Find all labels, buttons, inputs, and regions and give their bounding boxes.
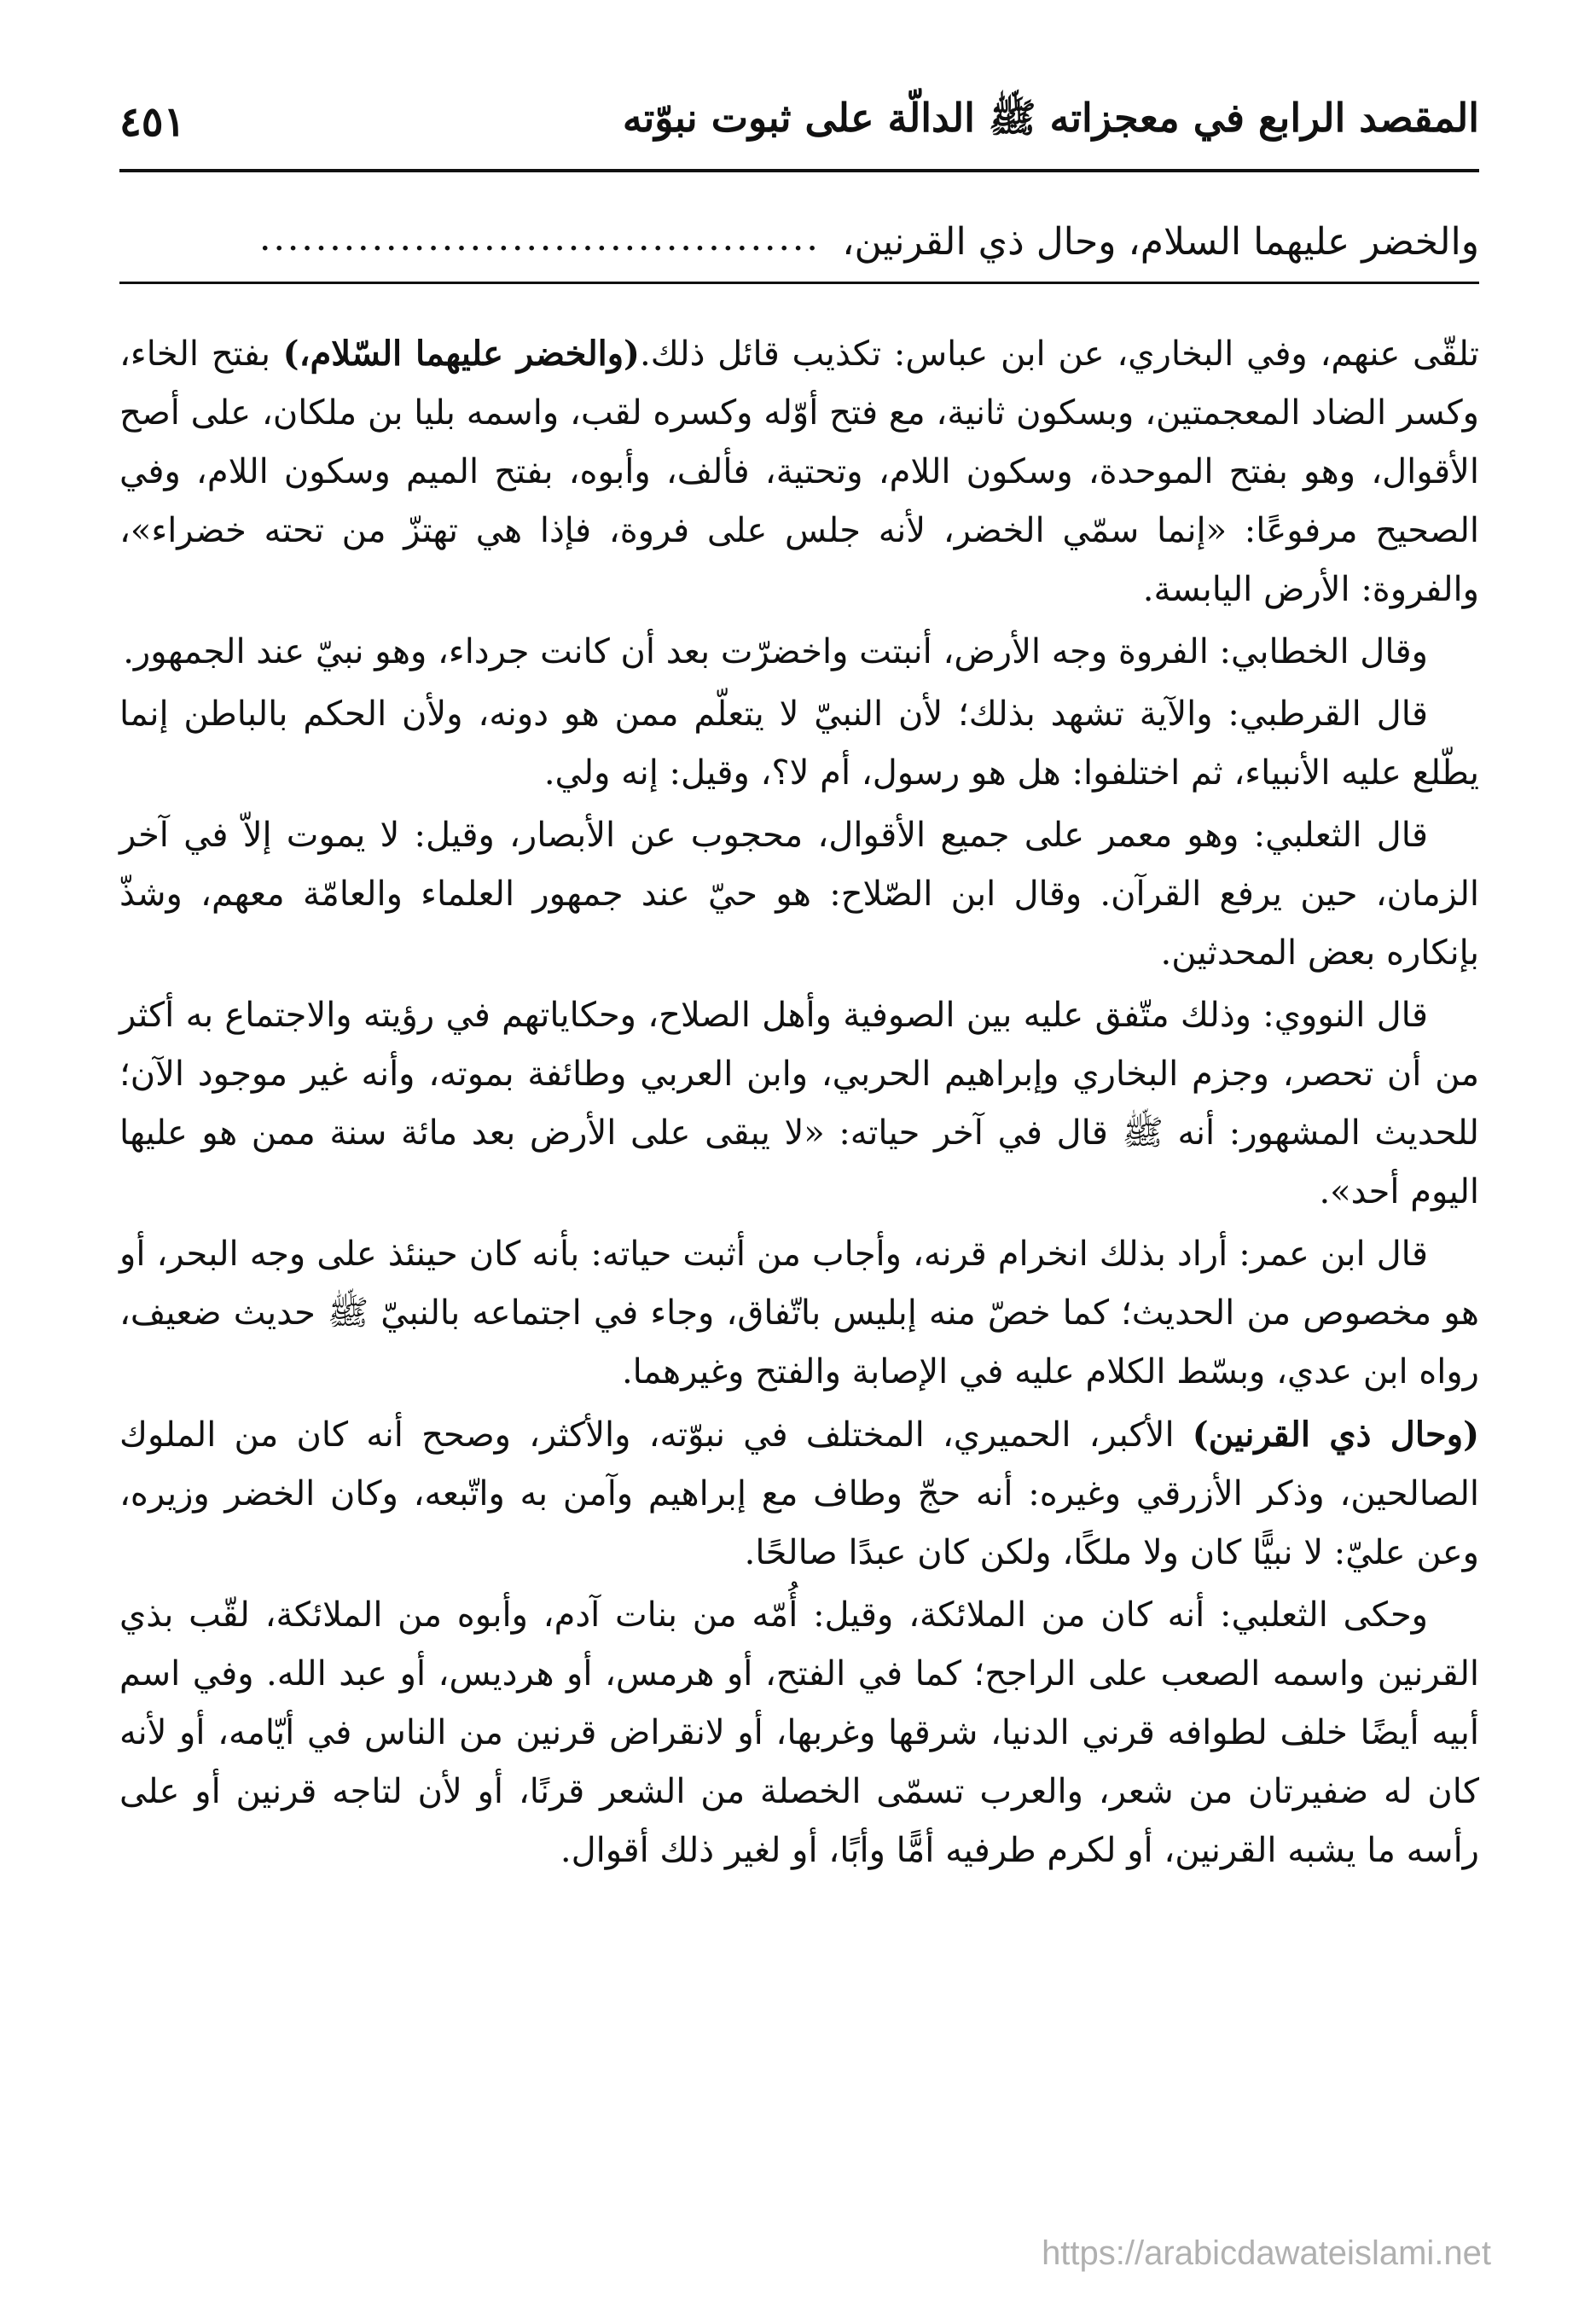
paragraph-3 bbox=[119, 685, 1479, 803]
paragraph-text: قال ابن عمر: أراد بذلك انخرام قرنه، وأجاب من أثبت حياته: بأنه كان حينئذ على وجه البحر، أو هو مخصوص من الحديث؛ كما خصّ منه إبليس باتّفاق، وجاء في اجتماعه بالنبيّ ﷺ حديث ضعيف، رواه ابن عدي، وبسّط الكلام عليه في الإصابة والفتح وغيرهما. bbox=[119, 1235, 1479, 1391]
paragraph-1 bbox=[119, 324, 1479, 619]
matn-line bbox=[119, 212, 1479, 271]
matn-text: والخضر عليهما السلام، وحال ذي القرنين، bbox=[842, 219, 1479, 264]
paragraph-4 bbox=[119, 806, 1479, 983]
header-rule bbox=[119, 169, 1479, 172]
paragraph-text: قال النووي: وذلك متّفق عليه بين الصوفية وأهل الصلاح، وحكاياتهم في رؤيته والاجتماع به أكثر من أن تحصر، وجزم البخاري وإبراهيم الحربي، وابن العربي وطائفة بموته، وأنه غير موجود الآن؛ للحديث المشهور: أنه ﷺ قال في آخر حياته: «لا يبقى على الأرض بعد مائة سنة ممن هو عليها اليوم أحد». bbox=[119, 996, 1479, 1211]
page-number: ٤٥١ bbox=[119, 98, 186, 146]
running-head bbox=[119, 92, 1479, 152]
matn-rule bbox=[119, 282, 1479, 284]
running-title: المقصد الرابع في معجزاته ﷺ الدالّة على ثبوت نبوّته bbox=[622, 94, 1479, 141]
watermark: https://arabicdawateislami.net bbox=[1042, 2234, 1491, 2272]
paragraph-2 bbox=[119, 623, 1479, 682]
paragraph-7 bbox=[119, 1405, 1479, 1583]
paragraph-text: قال القرطبي: والآية تشهد بذلك؛ لأن النبيّ لا يتعلّم ممن هو دونه، ولأن الحكم بالباطن إنما يطّلع عليه الأنبياء، ثم اختلفوا: هل هو رسول، أم لا؟، وقيل: إنه ولي. bbox=[119, 694, 1479, 793]
paragraph-text: وحكى الثعلبي: أنه كان من الملائكة، وقيل: أُمّه من بنات آدم، وأبوه من الملائكة، لقّب بذي القرنين واسمه الصعب على الراجح؛ كما في الفتح، أو هرمس، أو هرديس، أو عبد الله. وفي اسم أبيه أيضًا خلف لطوافه قرني الدنيا، شرقها وغربها، أو لانقراض قرنين من الناس في أيّامه، أو لأنه كان له ضفيرتان من شعر، والعرب تسمّى الخصلة من الشعر قرنًا، أو لأن لتاجه قرنين أو على رأسه ما يشبه القرنين، أو لكرم طرفيه أمًّا وأبًا، أو لغير ذلك أقوال. bbox=[119, 1595, 1479, 1870]
paragraph-text: بفتح الخاء، وكسر الضاد المعجمتين، وبسكون ثانية، مع فتح أوّله وكسره لقب، واسمه بليا بن ملكان، على أصح الأقوال، وهو بفتح الموحدة، وسكون اللام، وتحتية، فألف، وأبوه، بفتح الميم وسكون اللام، وفي الصحيح مرفوعًا: «إنما سمّي الخضر، لأنه جلس على فروة، فإذا هي تهتزّ من تحته خضراء»، والفروة: الأرض اليابسة. bbox=[119, 334, 1479, 609]
paragraph-lead: تلقّى عنهم، وفي البخاري، عن ابن عباس: تكذيب قائل ذلك. bbox=[639, 334, 1479, 374]
matn-dots: ........................................ bbox=[260, 226, 822, 257]
paragraph-6 bbox=[119, 1225, 1479, 1402]
paragraph-text: الأكبر، الحميري، المختلف في نبوّته، والأكثر، وصحح أنه كان من الملوك الصالحين، وذكر الأزرقي وغيره: أنه حجّ وطاف مع إبراهيم وآمن به واتّبعه، وكان الخضر وزيره، وعن عليّ: لا نبيًّا كان ولا ملكًا، ولكن كان عبدًا صالحًا. bbox=[119, 1415, 1479, 1572]
paragraph-text: وقال الخطابي: الفروة وجه الأرض، أنبتت واخضرّت بعد أن كانت جرداء، وهو نبيّ عند الجمهور. bbox=[123, 632, 1428, 671]
commentary-body bbox=[119, 324, 1479, 1884]
lemma: (وحال ذي القرنين) bbox=[1192, 1415, 1480, 1455]
paragraph-5 bbox=[119, 986, 1479, 1222]
paragraph-8 bbox=[119, 1586, 1479, 1880]
lemma: (والخضر عليهما السّلام،) bbox=[282, 334, 640, 374]
paragraph-text: قال الثعلبي: وهو معمر على جميع الأقوال، محجوب عن الأبصار، وقيل: لا يموت إلاّ في آخر الزمان، حين يرفع القرآن. وقال ابن الصّلاح: هو حيّ عند جمهور العلماء والعامّة معهم، وشذّ بإنكاره بعض المحدثين. bbox=[119, 816, 1479, 973]
